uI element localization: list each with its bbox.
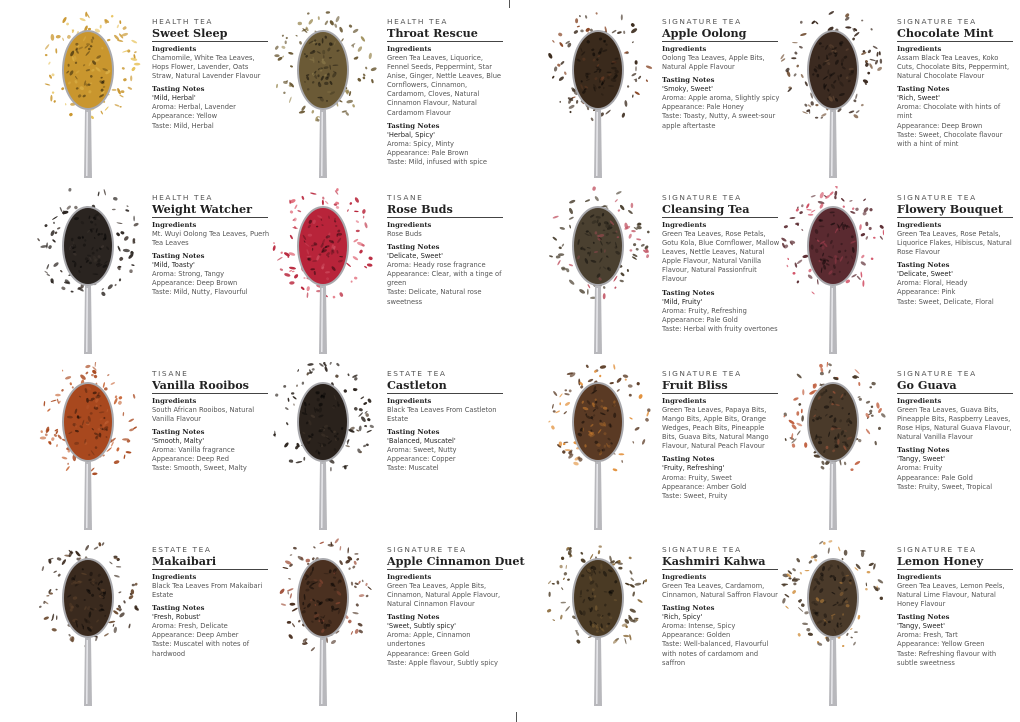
- aroma-text: Aroma: Spicy, Minty: [387, 139, 454, 148]
- tea-spoon-image: [265, 538, 381, 708]
- tea-info: [662, 545, 780, 668]
- aroma-text: Aroma: Fruity, Sweet: [662, 473, 732, 482]
- appearance-text: Appearance: Pale Honey: [662, 103, 744, 112]
- appearance-text: Appearance: Clear, with a tinge of green: [387, 270, 502, 288]
- tea-info: [387, 369, 505, 474]
- tea-spoon-image: [30, 10, 146, 180]
- spoon-illustration: [265, 10, 381, 180]
- ingredients-text: Green Tea Leaves, Apple Bits, Cinnamon, Natural Apple Flavour, Natural Cinnamon Flavour: [387, 582, 501, 609]
- aroma-text: Aroma: Intense, Spicy: [662, 622, 736, 631]
- tea-card-chocolate-mint: [775, 10, 1020, 186]
- title-rule: [387, 217, 503, 218]
- title-rule: [662, 393, 778, 394]
- aroma-text: Aroma: Herbal, Lavender: [152, 103, 236, 112]
- tasting-notes-summary: 'Mild, Fruity': [662, 297, 703, 306]
- ingredients-heading: Ingredients: [387, 221, 432, 229]
- title-rule: [387, 393, 503, 394]
- tea-name: Lemon Honey: [897, 554, 984, 568]
- tea-card-makaibari: [30, 538, 280, 714]
- tasting-notes-heading: Tasting Notes: [152, 85, 205, 94]
- tasting-notes-summary: 'Sweet, Subtly spicy': [387, 622, 457, 631]
- spoon-illustration: [30, 538, 146, 708]
- tea-category: ESTATE TEA: [152, 545, 212, 554]
- taste-text: Taste: Mild, Nutty, Flavourful: [152, 288, 248, 297]
- tea-card-apple-cinnamon-duet: [265, 538, 525, 714]
- tea-category: HEALTH TEA: [152, 193, 214, 202]
- tasting-notes-heading: Tasting Notes: [152, 428, 205, 437]
- ingredients-heading: Ingredients: [662, 221, 707, 229]
- tea-category: SIGNATURE TEA: [897, 369, 977, 378]
- tasting-notes-heading: Tasting Notes: [897, 85, 950, 94]
- tea-category: SIGNATURE TEA: [662, 545, 742, 554]
- spoon-illustration: [30, 186, 146, 356]
- spoon-illustration: [540, 362, 656, 532]
- taste-text: Taste: Smooth, Sweet, Malty: [152, 464, 247, 473]
- ingredients-text: Green Tea Leaves, Guava Bits, Pineapple Bits, Raspberry Leaves, Rose Hips, Natural Guava Flavour, Natural Vanilla Flavour: [897, 406, 1012, 442]
- appearance-text: Appearance: Pale Brown: [387, 148, 469, 157]
- tea-name: Sweet Sleep: [152, 26, 228, 40]
- title-rule: [662, 569, 778, 570]
- aroma-text: Aroma: Chocolate with hints of mint: [897, 103, 1001, 121]
- tea-info: [897, 369, 1015, 492]
- ingredients-heading: Ingredients: [387, 397, 432, 405]
- tea-spoon-image: [540, 362, 656, 532]
- spoon-illustration: [540, 10, 656, 180]
- tea-card-weight-watcher: [30, 186, 280, 362]
- title-rule: [152, 41, 268, 42]
- aroma-text: Aroma: Heady rose fragrance: [387, 261, 486, 270]
- ingredients-heading: Ingredients: [897, 45, 942, 53]
- taste-text: Taste: Well-balanced, Flavourful with notes of cardamom and saffron: [662, 640, 769, 667]
- tea-info: [897, 193, 1015, 307]
- ingredients-heading: Ingredients: [662, 45, 707, 53]
- tea-name: Weight Watcher: [152, 202, 253, 216]
- tasting-notes-summary: 'Fresh, Robust': [152, 613, 201, 622]
- aroma-text: Aroma: Fruity, Refreshing: [662, 306, 747, 315]
- tea-info: [387, 17, 505, 167]
- ingredients-text: South African Rooibos, Natural Vanilla Flavour: [152, 406, 255, 424]
- ingredients-heading: Ingredients: [897, 221, 942, 229]
- tasting-notes-summary: 'Tangy, Sweet': [897, 455, 946, 464]
- tea-name: Makaibari: [152, 554, 217, 568]
- appearance-text: Appearance: Pale Gold: [662, 315, 738, 324]
- tea-spoon-image: [775, 538, 891, 708]
- tea-spoon-image: [540, 538, 656, 708]
- tea-name: Go Guava: [897, 378, 957, 392]
- tea-category: SIGNATURE TEA: [387, 545, 467, 554]
- spoon-illustration: [540, 186, 656, 356]
- tasting-notes-heading: Tasting Notes: [387, 243, 440, 252]
- taste-text: Taste: Mild, Herbal: [152, 121, 214, 130]
- title-rule: [897, 393, 1013, 394]
- tea-category: ESTATE TEA: [387, 369, 447, 378]
- tasting-notes-heading: Tasting Notes: [662, 76, 715, 85]
- spoon-illustration: [775, 186, 891, 356]
- tea-category: HEALTH TEA: [152, 17, 214, 26]
- ingredients-heading: Ingredients: [387, 573, 432, 581]
- tea-name: Chocolate Mint: [897, 26, 994, 40]
- tea-info: [152, 545, 270, 659]
- tasting-notes-summary: 'Herbal, Spicy': [387, 130, 436, 139]
- appearance-text: Appearance: Amber Gold: [662, 482, 747, 491]
- aroma-text: Aroma: Floral, Heady: [897, 279, 968, 288]
- appearance-text: Appearance: Pink: [897, 288, 956, 297]
- tasting-notes-summary: 'Rich, Spicy': [662, 613, 703, 622]
- aroma-text: Aroma: Fresh, Delicate: [152, 622, 228, 631]
- tasting-notes-heading: Tasting Notes: [387, 121, 440, 130]
- appearance-text: Appearance: Deep Amber: [152, 631, 239, 640]
- tea-name: Apple Oolong: [662, 26, 747, 40]
- ingredients-heading: Ingredients: [662, 573, 707, 581]
- tasting-notes-heading: Tasting Notes: [897, 261, 950, 270]
- tea-info: [662, 369, 780, 501]
- taste-text: Taste: Fruity, Sweet, Tropical: [897, 482, 993, 491]
- tasting-notes-summary: 'Mild, Herbal': [152, 94, 196, 103]
- tea-category: TISANE: [387, 193, 424, 202]
- tea-name: Vanilla Rooibos: [152, 378, 249, 392]
- tea-info: [897, 17, 1015, 149]
- tea-category: SIGNATURE TEA: [897, 545, 977, 554]
- page-fold-mark-top: [509, 0, 510, 8]
- tea-info: [152, 369, 270, 474]
- ingredients-heading: Ingredients: [662, 397, 707, 405]
- title-rule: [897, 41, 1013, 42]
- tea-category: SIGNATURE TEA: [662, 193, 742, 202]
- tea-info: [387, 193, 505, 307]
- ingredients-text: Assam Black Tea Leaves, Koko Cuts, Chocolate Bits, Peppermint, Natural Chocolate Flavour: [897, 54, 1010, 81]
- aroma-text: Aroma: Vanilla fragrance: [152, 446, 235, 455]
- tea-card-flowery-bouquet: [775, 186, 1020, 362]
- ingredients-heading: Ingredients: [387, 45, 432, 53]
- tea-card-rose-buds: [265, 186, 515, 362]
- tasting-notes-summary: 'Fruity, Refreshing': [662, 464, 725, 473]
- tea-info: [897, 545, 1015, 668]
- ingredients-text: Mt. Wuyi Oolong Tea Leaves, Puerh Tea Leaves: [152, 230, 270, 248]
- ingredients-text: Green Tea Leaves, Liquorice, Fennel Seeds, Peppermint, Star Anise, Ginger, Nettle Leaves, Blue Cornflowers, Cinnamon, Cardamom, Cloves, Natural Cinnamon Flavour, Natural Cardamom Flavour: [387, 54, 502, 117]
- title-rule: [897, 217, 1013, 218]
- tea-name: Throat Rescue: [387, 26, 478, 40]
- tasting-notes-heading: Tasting Notes: [897, 613, 950, 622]
- tea-info: [662, 193, 780, 334]
- taste-text: Taste: Sweet, Fruity: [662, 491, 728, 500]
- spoon-illustration: [540, 538, 656, 708]
- ingredients-heading: Ingredients: [897, 397, 942, 405]
- taste-text: Taste: Apple flavour, Subtly spicy: [387, 658, 498, 667]
- aroma-text: Aroma: Apple, Cinnamon undertones: [387, 631, 471, 649]
- spoon-illustration: [30, 362, 146, 532]
- tea-card-sweet-sleep: [30, 10, 280, 186]
- ingredients-heading: Ingredients: [152, 573, 197, 581]
- tea-spoon-image: [265, 10, 381, 180]
- tea-info: [662, 17, 780, 131]
- ingredients-text: Oolong Tea Leaves, Apple Bits, Natural Apple Flavour: [662, 54, 765, 72]
- tasting-notes-heading: Tasting Notes: [387, 613, 440, 622]
- taste-text: Taste: Muscatel: [387, 464, 439, 473]
- ingredients-text: Green Tea Leaves, Rose Petals, Liquorice Flakes, Hibiscus, Natural Rose Flavour: [897, 230, 1012, 257]
- tea-info: [152, 17, 270, 131]
- spoon-illustration: [775, 362, 891, 532]
- ingredients-text: Chamomile, White Tea Leaves, Hops Flower, Lavender, Oats Straw, Natural Lavender Flavour: [152, 54, 261, 81]
- taste-text: Taste: Herbal with fruity overtones: [662, 324, 778, 333]
- tasting-notes-summary: 'Delicate, Sweet': [387, 252, 443, 261]
- tasting-notes-summary: 'Rich, Sweet': [897, 94, 940, 103]
- appearance-text: Appearance: Deep Red: [152, 455, 229, 464]
- page-fold-mark-bottom: [516, 712, 517, 722]
- aroma-text: Aroma: Sweet, Nutty: [387, 446, 457, 455]
- ingredients-heading: Ingredients: [152, 397, 197, 405]
- tea-card-apple-oolong: [540, 10, 790, 186]
- aroma-text: Aroma: Apple aroma, Slightly spicy: [662, 94, 780, 103]
- appearance-text: Appearance: Yellow Green: [897, 640, 985, 649]
- tea-spoon-image: [540, 186, 656, 356]
- tea-card-fruit-bliss: [540, 362, 790, 538]
- appearance-text: Appearance: Golden: [662, 631, 731, 640]
- tasting-notes-heading: Tasting Notes: [662, 604, 715, 613]
- tea-card-go-guava: [775, 362, 1020, 538]
- appearance-text: Appearance: Copper: [387, 455, 456, 464]
- tea-name: Rose Buds: [387, 202, 453, 216]
- tea-category: TISANE: [152, 369, 189, 378]
- tea-card-cleansing-tea: [540, 186, 790, 362]
- title-rule: [897, 569, 1013, 570]
- taste-text: Taste: Toasty, Nutty, A sweet-sour apple aftertaste: [662, 112, 776, 130]
- tasting-notes-heading: Tasting Notes: [152, 252, 205, 261]
- tea-spoon-image: [775, 10, 891, 180]
- tea-category: SIGNATURE TEA: [897, 17, 977, 26]
- tasting-notes-summary: 'Balanced, Muscatel': [387, 437, 456, 446]
- tasting-notes-summary: 'Smooth, Malty': [152, 437, 205, 446]
- title-rule: [152, 393, 268, 394]
- tea-spoon-image: [775, 362, 891, 532]
- tea-name: Fruit Bliss: [662, 378, 728, 392]
- title-rule: [387, 41, 503, 42]
- title-rule: [152, 217, 268, 218]
- aroma-text: Aroma: Strong, Tangy: [152, 270, 225, 279]
- tasting-notes-summary: 'Mild, Toasty': [152, 261, 195, 270]
- appearance-text: Appearance: Green Gold: [387, 649, 470, 658]
- appearance-text: Appearance: Pale Gold: [897, 473, 973, 482]
- tea-info: [387, 545, 525, 668]
- title-rule: [152, 569, 268, 570]
- tea-spoon-image: [540, 10, 656, 180]
- tasting-notes-heading: Tasting Notes: [152, 604, 205, 613]
- taste-text: Taste: Sweet, Chocolate flavour with a hint of mint: [897, 130, 1003, 148]
- ingredients-text: Green Tea Leaves, Rose Petals, Gotu Kola, Blue Cornflower, Mallow Leaves, Nettle Leaves, Natural Apple Flavour, Natural Vanilla Flavour, Natural Passionfruit Flavour: [662, 230, 780, 284]
- tea-spoon-image: [30, 362, 146, 532]
- tea-spoon-image: [265, 362, 381, 532]
- title-rule: [662, 41, 778, 42]
- tea-spoon-image: [30, 186, 146, 356]
- ingredients-text: Rose Buds: [387, 230, 422, 238]
- taste-text: Taste: Refreshing flavour with subtle sweetness: [897, 649, 997, 667]
- tea-name: Cleansing Tea: [662, 202, 750, 216]
- taste-text: Taste: Delicate, Natural rose sweetness: [387, 288, 482, 306]
- tasting-notes-summary: 'Tangy, Sweet': [897, 622, 946, 631]
- spoon-illustration: [265, 538, 381, 708]
- taste-text: Taste: Sweet, Delicate, Floral: [897, 297, 994, 306]
- ingredients-text: Black Tea Leaves From Makaibari Estate: [152, 582, 263, 600]
- tasting-notes-summary: 'Smoky, Sweet': [662, 85, 713, 94]
- tea-name: Castleton: [387, 378, 447, 392]
- ingredients-text: Green Tea Leaves, Cardamom, Cinnamon, Natural Saffron Flavour: [662, 582, 778, 600]
- tea-card-castleton: [265, 362, 515, 538]
- title-rule: [387, 569, 503, 570]
- ingredients-text: Black Tea Leaves From Castleton Estate: [387, 406, 497, 424]
- tea-name: Flowery Bouquet: [897, 202, 1003, 216]
- spoon-illustration: [30, 10, 146, 180]
- ingredients-text: Green Tea Leaves, Lemon Peels, Natural Lime Flavour, Natural Honey Flavour: [897, 582, 1005, 609]
- tasting-notes-heading: Tasting Notes: [897, 446, 950, 455]
- tea-info: [152, 193, 270, 298]
- ingredients-heading: Ingredients: [897, 573, 942, 581]
- ingredients-heading: Ingredients: [152, 221, 197, 229]
- spoon-illustration: [775, 538, 891, 708]
- taste-text: Taste: Mild, infused with spice: [387, 157, 488, 166]
- tasting-notes-heading: Tasting Notes: [662, 455, 715, 464]
- spoon-illustration: [265, 362, 381, 532]
- tea-card-lemon-honey: [775, 538, 1020, 714]
- tea-category: HEALTH TEA: [387, 17, 449, 26]
- tea-category: SIGNATURE TEA: [662, 369, 742, 378]
- spoon-illustration: [775, 10, 891, 180]
- spoon-illustration: [265, 186, 381, 356]
- tea-spoon-image: [775, 186, 891, 356]
- tea-card-vanilla-rooibos: [30, 362, 280, 538]
- tea-name: Kashmiri Kahwa: [662, 554, 766, 568]
- tea-category: SIGNATURE TEA: [897, 193, 977, 202]
- tea-spoon-image: [265, 186, 381, 356]
- taste-text: Taste: Muscatel with notes of hardwood: [152, 640, 250, 658]
- title-rule: [662, 217, 778, 218]
- tea-spoon-image: [30, 538, 146, 708]
- aroma-text: Aroma: Fruity: [897, 464, 943, 473]
- tea-category: SIGNATURE TEA: [662, 17, 742, 26]
- tasting-notes-summary: 'Delicate, Sweet': [897, 270, 953, 279]
- ingredients-text: Green Tea Leaves, Papaya Bits, Mango Bits, Apple Bits, Orange Wedges, Peach Bits, Pineapple Bits, Guava Bits, Natural Mango Flavour, Natural Peach Flavour: [662, 406, 769, 451]
- appearance-text: Appearance: Deep Brown: [152, 279, 238, 288]
- tea-card-kashmiri-kahwa: [540, 538, 790, 714]
- aroma-text: Aroma: Fresh, Tart: [897, 631, 958, 640]
- tasting-notes-heading: Tasting Notes: [387, 428, 440, 437]
- tea-name: Apple Cinnamon Duet: [387, 554, 525, 568]
- appearance-text: Appearance: Deep Brown: [897, 121, 983, 130]
- appearance-text: Appearance: Yellow: [152, 112, 218, 121]
- tea-card-throat-rescue: [265, 10, 515, 186]
- tasting-notes-heading: Tasting Notes: [662, 288, 715, 297]
- ingredients-heading: Ingredients: [152, 45, 197, 53]
